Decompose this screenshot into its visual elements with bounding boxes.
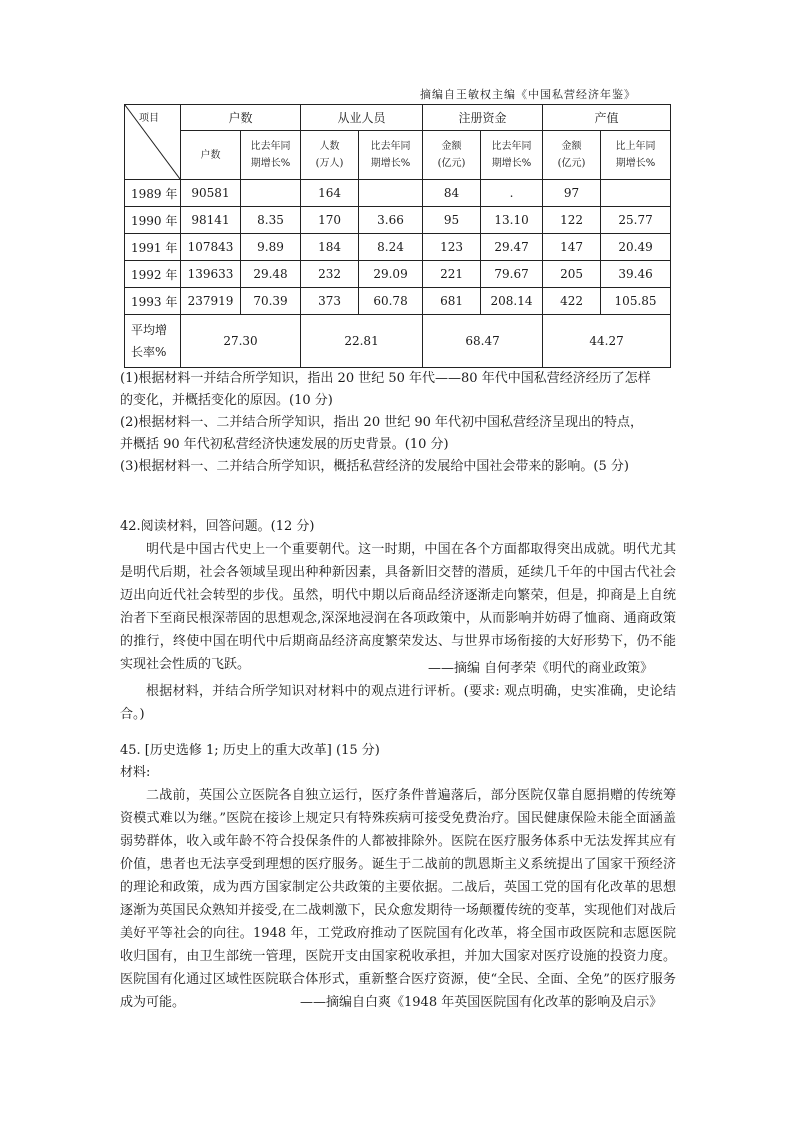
question-1-line-2: 的变化，并概括变化的原因。(10 分) — [120, 393, 333, 408]
cell-output-growth: 39.46 — [601, 261, 671, 288]
row-year: 1992 年 — [125, 261, 181, 288]
question-3: (3)根据材料一、二并结合所学知识，概括私营经济的发展给中国社会带来的影响。(5 分) — [120, 459, 629, 474]
cell-output-growth: 20.49 — [601, 234, 671, 261]
cell-people-growth — [359, 180, 423, 207]
subheader-people: 人数 (万人) — [301, 131, 359, 180]
cell-hushu-growth: 9.89 — [241, 234, 301, 261]
cell-capital: 95 — [423, 207, 481, 234]
table-corner — [125, 105, 181, 180]
cell-capital: 681 — [423, 288, 481, 315]
cell-output-growth: 25.77 — [601, 207, 671, 234]
q42-instruction: 根据材料，并结合所学知识对材料中的观点进行评析。(要求: 观点明确，史实准确，史论结合。) — [120, 684, 676, 722]
avg-label: 平均增 长率% — [125, 315, 181, 368]
group-header-hushu: 户数 — [181, 105, 301, 131]
cell-output: 122 — [543, 207, 601, 234]
q45-passage: 二战前，英国公立医院各自独立运行，医疗条件普遍落后，部分医院仅靠自愿捐赠的传统筹资模式难以为继。”医院在接诊上规定只有特殊疾病可接受免费治疗。国民健康保险未能全面涵盖弱势群体，收入或年龄不符合投保条件的人都被排除外。医院在医疗服务体系中无法发挥其应有价值，患者也无法享受到理想的医疗服务。诞生于二战前的凯恩斯主义系统提出了国家干预经济的理论和政策，成为西方国家制定公共政策的主要依据。二战后，英国工党的国有化改革的思想逐渐为英国民众熟知并接受,在二战刺激下，民众愈发期待一场颠覆传统的变革，实现他们对战后美好平等社会的向往。1948 年，工党政府推动了医院国有化改革，将全国市政医院和志愿医院收归国有，由卫生部统一管理，医院开支由国家税收承担，并加大国家对医疗设施的投资力度。医院国有化通过区域性医院联合体形式，重新整合医疗资源，使“全民、全面、全免”的医疗服务成为可能。 — [120, 788, 676, 1010]
cell-output: 97 — [543, 180, 601, 207]
cell-people-growth: 3.66 — [359, 207, 423, 234]
group-header-capital: 注册资金 — [423, 105, 543, 131]
cell-people: 170 — [301, 207, 359, 234]
cell-people: 184 — [301, 234, 359, 261]
subheader-capital-growth: 比去年同 期增长% — [481, 131, 543, 180]
question-1-line-1: (1)根据材料一并结合所学知识，指出 20 世纪 50 年代——80 年代中国私营经济经历了怎样 — [120, 371, 651, 386]
avg-hushu: 27.30 — [181, 315, 301, 368]
subheader-hushu: 户数 — [181, 131, 241, 180]
cell-people-growth: 60.78 — [359, 288, 423, 315]
avg-capital: 68.47 — [423, 315, 543, 368]
cell-people: 164 — [301, 180, 359, 207]
avg-people: 22.81 — [301, 315, 423, 368]
q45-source: ——摘编自白爽《1948 年英国医院国有化改革的影响及启示》 — [300, 995, 663, 1010]
table-row — [125, 180, 671, 207]
table-row — [125, 207, 671, 234]
cell-capital-growth: 29.47 — [481, 234, 543, 261]
cell-capital: 84 — [423, 180, 481, 207]
cell-hushu: 98141 — [181, 207, 241, 234]
row-year: 1989 年 — [125, 180, 181, 207]
corner-label: 项目 — [139, 113, 159, 124]
cell-capital-growth: 79.67 — [481, 261, 543, 288]
subheader-output-growth: 比上年同 期增长% — [601, 131, 671, 180]
cell-capital-growth: . — [481, 180, 543, 207]
q42-passage: 明代是中国古代史上一个重要朝代。这一时期，中国在各个方面都取得突出成就。明代尤其是明代后期，社会各领域呈现出种种新因素，具备新旧交替的潜质，延续几千年的中国古代社会迈出向近代社会转型的步伐。虽然，明代中期以后商品经济逐渐走向繁荣，但是，抑商是上自统治者下至商民根深蒂固的思想观念,深深地浸润在各项政策中，从而影响并妨碍了恤商、通商政策的推行，终使中国在明代中后期商品经济高度繁荣发达、与世界市场衔接的大好形势下，仍不能实现社会性质的飞跃。 — [120, 542, 676, 672]
q45-material-label: 材料: — [120, 765, 151, 780]
table-row — [125, 261, 671, 288]
cell-people-growth: 8.24 — [359, 234, 423, 261]
q42-title: 42.阅读材料，回答问题。(12 分) — [120, 519, 315, 534]
cell-hushu-growth: 29.48 — [241, 261, 301, 288]
subheader-people-growth: 比去年同 期增长% — [359, 131, 423, 180]
subheader-output: 金额 (亿元) — [543, 131, 601, 180]
private-economy-table — [124, 104, 671, 368]
cell-people: 232 — [301, 261, 359, 288]
cell-output: 147 — [543, 234, 601, 261]
table-row — [125, 234, 671, 261]
cell-output: 205 — [543, 261, 601, 288]
row-year: 1991 年 — [125, 234, 181, 261]
cell-hushu: 107843 — [181, 234, 241, 261]
average-row — [125, 315, 671, 368]
cell-hushu: 90581 — [181, 180, 241, 207]
cell-people-growth: 29.09 — [359, 261, 423, 288]
cell-people: 373 — [301, 288, 359, 315]
q45-title: 45. [历史选修 1; 历史上的重大改革] (15 分) — [120, 743, 380, 758]
cell-output: 422 — [543, 288, 601, 315]
question-2-line-1: (2)根据材料一、二并结合所学知识，指出 20 世纪 90 年代初中国私营经济呈现出的特点， — [120, 415, 644, 430]
cell-hushu: 237919 — [181, 288, 241, 315]
avg-output: 44.27 — [543, 315, 671, 368]
cell-hushu-growth — [241, 180, 301, 207]
question-2-line-2: 并概括 90 年代初私营经济快速发展的历史背景。(10 分) — [120, 437, 449, 452]
group-header-output: 产值 — [543, 105, 671, 131]
row-year: 1993 年 — [125, 288, 181, 315]
subheader-capital: 金额 (亿元) — [423, 131, 481, 180]
group-header-people: 从业人员 — [301, 105, 423, 131]
row-year: 1990 年 — [125, 207, 181, 234]
cell-capital-growth: 13.10 — [481, 207, 543, 234]
cell-hushu-growth: 70.39 — [241, 288, 301, 315]
cell-capital: 221 — [423, 261, 481, 288]
source-caption: 摘编自王敏权主编《中国私营经济年鉴》 — [420, 88, 636, 101]
cell-output-growth — [601, 180, 671, 207]
table-row — [125, 288, 671, 315]
cell-output-growth: 105.85 — [601, 288, 671, 315]
q42-source: ——摘编 自何孝荣《明代的商业政策》 — [428, 661, 654, 676]
subheader-hushu-growth: 比去年同 期增长% — [241, 131, 301, 180]
cell-capital-growth: 208.14 — [481, 288, 543, 315]
cell-capital: 123 — [423, 234, 481, 261]
cell-hushu-growth: 8.35 — [241, 207, 301, 234]
cell-hushu: 139633 — [181, 261, 241, 288]
